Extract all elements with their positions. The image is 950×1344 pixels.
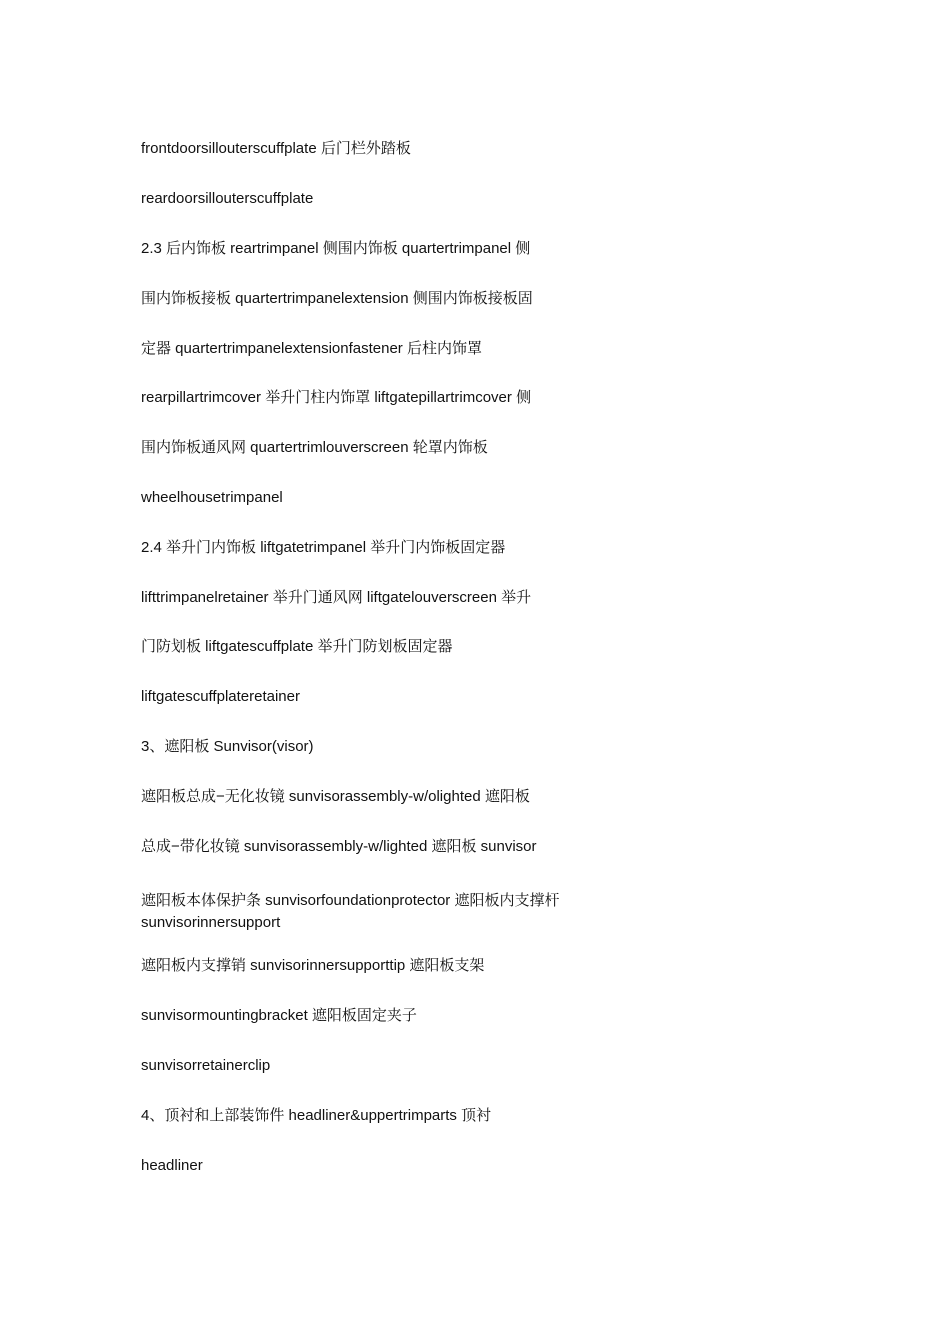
text-line: 遮阳板内支撑销 sunvisorinnersupporttip 遮阳板支架 bbox=[141, 957, 485, 974]
text-line: 定器 quartertrimpanelextensionfastener 后柱内饰罩 bbox=[141, 340, 482, 357]
text-line: headliner bbox=[141, 1157, 203, 1174]
text-line: sunvisorretainerclip bbox=[141, 1057, 271, 1074]
text-line: 总成−带化妆镜 sunvisorassembly-w/lighted 遮阳板 sunvisor bbox=[141, 838, 537, 855]
text-line: 围内饰板通风网 quartertrimlouverscreen 轮罩内饰板 bbox=[141, 439, 488, 456]
section-heading-2-4: 2.4 举升门内饰板 liftgatetrimpanel 举升门内饰板固定器 bbox=[141, 539, 506, 556]
text-line: liftgatescuffplateretainer bbox=[141, 688, 300, 705]
text-line: 围内饰板接板 quartertrimpanelextension 侧围内饰板接板固 bbox=[141, 290, 533, 307]
text-line: rearpillartrimcover 举升门柱内饰罩 liftgatepillartrimcover 侧 bbox=[141, 389, 532, 406]
text-line: wheelhousetrimpanel bbox=[141, 489, 283, 506]
section-heading-3: 3、遮阳板 Sunvisor(visor) bbox=[141, 738, 314, 755]
section-heading-4: 4、顶衬和上部装饰件 headliner&uppertrimparts 顶衬 bbox=[141, 1107, 492, 1124]
text-line: sunvisormountingbracket 遮阳板固定夹子 bbox=[141, 1007, 417, 1024]
text-line: lifttrimpanelretainer 举升门通风网 liftgatelouverscreen 举升 bbox=[141, 589, 532, 606]
text-line: frontdoorsillouterscuffplate 后门栏外踏板 bbox=[141, 140, 411, 157]
section-heading-2-3: 2.3 后内饰板 reartrimpanel 侧围内饰板 quartertrimpanel 侧 bbox=[141, 240, 531, 257]
text-paragraph: 遮阳板本体保护条 sunvisorfoundationprotector 遮阳板内支撑杆 sunvisorinnersupport bbox=[141, 892, 560, 931]
text-line: 遮阳板总成−无化妆镜 sunvisorassembly-w/olighted 遮阳板 bbox=[141, 788, 530, 805]
text-line: 门防划板 liftgatescuffplate 举升门防划板固定器 bbox=[141, 638, 453, 655]
text-line: reardoorsillouterscuffplate bbox=[141, 190, 314, 207]
